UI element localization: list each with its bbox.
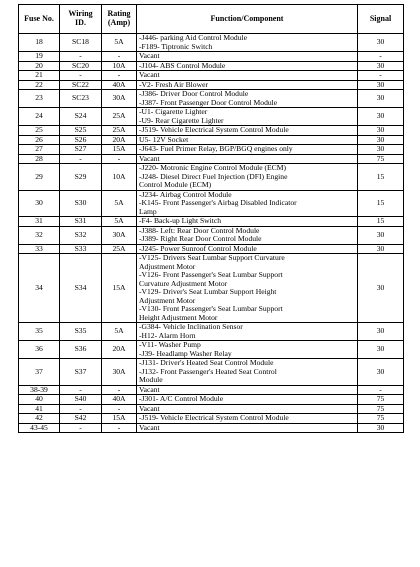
function-line: -J446- parking Aid Control Module <box>139 34 247 42</box>
table-row <box>19 341 404 359</box>
wiring-id-cell: - <box>60 385 102 395</box>
rating-cell: 20A <box>102 135 137 145</box>
function-line: Module <box>139 376 163 384</box>
function-line: Vacant <box>139 385 160 394</box>
rating-cell: 30A <box>102 90 137 108</box>
header-fuse-no: Fuse No. <box>19 5 60 34</box>
signal-cell: 75 <box>358 404 404 414</box>
table-row <box>19 414 404 424</box>
function-line: -J248- Diesel Direct Fuel Injection (DFI) Engine <box>139 172 288 181</box>
function-cell <box>137 244 358 254</box>
signal-cell: 30 <box>358 254 404 323</box>
function-line: Adjustment Motor <box>139 262 196 271</box>
signal-cell: 30 <box>358 135 404 145</box>
table-row <box>19 90 404 108</box>
table-row <box>19 217 404 227</box>
rating-cell: 5A <box>102 217 137 227</box>
fuse-number-cell: 32 <box>19 226 60 244</box>
wiring-id-cell: S37 <box>60 359 102 386</box>
wiring-id-cell: S27 <box>60 145 102 155</box>
function-line: Vacant <box>139 154 160 163</box>
function-line: Vacant <box>139 404 160 413</box>
wiring-id-cell: SC20 <box>60 61 102 71</box>
function-cell <box>137 404 358 414</box>
function-line: -H12- Alarm Horn <box>139 331 196 340</box>
wiring-id-cell: - <box>60 423 102 433</box>
table-row <box>19 226 404 244</box>
function-cell <box>137 190 358 217</box>
wiring-id-cell: S35 <box>60 323 102 341</box>
function-line: -J519- Vehicle Electrical System Control Module <box>139 126 289 134</box>
rating-cell: 40A <box>102 80 137 90</box>
rating-cell: 5A <box>102 190 137 217</box>
fuse-number-cell: 22 <box>19 80 60 90</box>
rating-cell: 5A <box>102 34 137 52</box>
fuse-number-cell: 34 <box>19 254 60 323</box>
rating-cell: 15A <box>102 145 137 155</box>
signal-cell: 30 <box>358 244 404 254</box>
fuse-number-cell: 30 <box>19 190 60 217</box>
wiring-id-cell: S29 <box>60 164 102 191</box>
function-line: -J39- Headlamp Washer Relay <box>139 349 232 358</box>
table-row <box>19 423 404 433</box>
fuse-number-cell: 26 <box>19 135 60 145</box>
wiring-id-cell: S42 <box>60 414 102 424</box>
function-cell <box>137 71 358 81</box>
function-cell <box>137 90 358 108</box>
function-line: -U1- Cigarette Lighter <box>139 108 208 116</box>
rating-cell: 25A <box>102 244 137 254</box>
header-signal: Signal <box>358 5 404 34</box>
fuse-number-cell: 27 <box>19 145 60 155</box>
table-row <box>19 323 404 341</box>
fuse-table <box>18 4 404 433</box>
function-cell <box>137 164 358 191</box>
wiring-id-cell: SC18 <box>60 34 102 52</box>
rating-cell: 25A <box>102 108 137 126</box>
fuse-number-cell: 43-45 <box>19 423 60 433</box>
table-row <box>19 359 404 386</box>
header-wiring-id: Wiring ID. <box>60 5 102 34</box>
function-line: Adjustment Motor <box>139 296 196 305</box>
table-row <box>19 395 404 405</box>
function-line: -U9- Rear Cigarette Lighter <box>139 116 224 125</box>
function-line: -V11- Washer Pump <box>139 341 201 349</box>
wiring-id-cell: S31 <box>60 217 102 227</box>
function-line: -V2- Fresh Air Blower <box>139 80 208 89</box>
function-cell <box>137 254 358 323</box>
function-line: Vacant <box>139 423 160 432</box>
function-line: Control Module (ECM) <box>139 181 212 189</box>
table-row <box>19 164 404 191</box>
rating-cell: 5A <box>102 323 137 341</box>
rating-cell: - <box>102 423 137 433</box>
header-rating: Rating (Amp) <box>102 5 137 34</box>
table-row <box>19 34 404 52</box>
function-cell <box>137 80 358 90</box>
rating-cell: 20A <box>102 341 137 359</box>
wiring-id-cell: S33 <box>60 244 102 254</box>
function-line: -V130- Front Passenger's Seat Lumbar Support <box>139 305 283 313</box>
table-row <box>19 52 404 62</box>
signal-cell: 30 <box>358 341 404 359</box>
function-line: -J388- Left: Rear Door Control Module <box>139 226 260 235</box>
function-cell <box>137 414 358 424</box>
function-line: -V125- Drivers Seat Lumbar Support Curvature <box>139 254 285 262</box>
table-row <box>19 61 404 71</box>
fuse-number-cell: 42 <box>19 414 60 424</box>
function-cell <box>137 145 358 155</box>
function-line: Vacant <box>139 71 160 79</box>
signal-cell: 30 <box>358 359 404 386</box>
fuse-number-cell: 29 <box>19 164 60 191</box>
fuse-number-cell: 24 <box>19 108 60 126</box>
rating-cell: - <box>102 385 137 395</box>
function-cell <box>137 154 358 164</box>
function-line: -J519- Vehicle Electrical System Control Module <box>139 414 289 422</box>
fuse-number-cell: 36 <box>19 341 60 359</box>
signal-cell: 30 <box>358 90 404 108</box>
fuse-number-cell: 35 <box>19 323 60 341</box>
rating-cell: 40A <box>102 395 137 405</box>
function-line: -F4- Back-up Light Switch <box>139 217 222 225</box>
table-row <box>19 126 404 136</box>
function-line: -J104- ABS Control Module <box>139 61 226 70</box>
signal-cell: 30 <box>358 145 404 155</box>
fuse-number-cell: 41 <box>19 404 60 414</box>
function-line: Curvature Adjustment Motor <box>139 279 228 288</box>
function-line: -J386- Driver Door Control Module <box>139 90 249 98</box>
rating-cell: - <box>102 154 137 164</box>
function-line: -J132- Front Passenger's Heated Seat Control <box>139 367 277 376</box>
fuse-number-cell: 37 <box>19 359 60 386</box>
signal-cell: - <box>358 385 404 395</box>
wiring-id-cell: S40 <box>60 395 102 405</box>
signal-cell: 75 <box>358 395 404 405</box>
wiring-id-cell: - <box>60 52 102 62</box>
function-line: -F189- Tiptronic Switch <box>139 42 213 51</box>
table-row <box>19 244 404 254</box>
wiring-id-cell: S26 <box>60 135 102 145</box>
wiring-id-cell: - <box>60 404 102 414</box>
function-line: -J234- Airbag Control Module <box>139 190 232 199</box>
fuse-number-cell: 23 <box>19 90 60 108</box>
fuse-number-cell: 28 <box>19 154 60 164</box>
rating-cell: 30A <box>102 226 137 244</box>
signal-cell: 15 <box>358 217 404 227</box>
fuse-number-cell: 20 <box>19 61 60 71</box>
signal-cell: 30 <box>358 80 404 90</box>
rating-cell: - <box>102 52 137 62</box>
function-line: -J387- Front Passenger Door Control Module <box>139 98 278 107</box>
fuse-number-cell: 21 <box>19 71 60 81</box>
rating-cell: 15A <box>102 414 137 424</box>
wiring-id-cell: SC23 <box>60 90 102 108</box>
wiring-id-cell: S32 <box>60 226 102 244</box>
function-line: -J301- A/C Control Module <box>139 395 224 403</box>
wiring-id-cell: S30 <box>60 190 102 217</box>
function-line: -J245- Power Sunroof Control Module <box>139 244 257 253</box>
fuse-number-cell: 18 <box>19 34 60 52</box>
wiring-id-cell: SC22 <box>60 80 102 90</box>
table-row <box>19 190 404 217</box>
header-function: Function/Component <box>137 5 358 34</box>
rating-cell: 10A <box>102 61 137 71</box>
fuse-number-cell: 25 <box>19 126 60 136</box>
table-row <box>19 71 404 81</box>
function-line: -J389- Right Rear Door Control Module <box>139 235 262 243</box>
signal-cell: - <box>358 71 404 81</box>
fuse-number-cell: 31 <box>19 217 60 227</box>
signal-cell: 30 <box>358 108 404 126</box>
table-row <box>19 145 404 155</box>
rating-cell: - <box>102 71 137 81</box>
header-row <box>19 5 404 34</box>
function-cell <box>137 217 358 227</box>
function-cell <box>137 108 358 126</box>
table-row <box>19 154 404 164</box>
wiring-id-cell: S24 <box>60 108 102 126</box>
function-cell <box>137 423 358 433</box>
function-cell <box>137 359 358 386</box>
signal-cell: 30 <box>358 61 404 71</box>
function-cell <box>137 126 358 136</box>
function-cell <box>137 135 358 145</box>
rating-cell: 25A <box>102 126 137 136</box>
rating-cell: 15A <box>102 254 137 323</box>
function-line: Lamp <box>139 207 157 216</box>
function-line: -J220- Motronic Engine Control Module (ECM) <box>139 164 287 172</box>
fuse-number-cell: 40 <box>19 395 60 405</box>
fuse-number-cell: 33 <box>19 244 60 254</box>
signal-cell: 75 <box>358 154 404 164</box>
function-line: -V129- Driver's Seat Lumbar Support Height <box>139 288 277 296</box>
signal-cell: 30 <box>358 34 404 52</box>
function-cell <box>137 61 358 71</box>
wiring-id-cell: S25 <box>60 126 102 136</box>
signal-cell: 15 <box>358 190 404 217</box>
wiring-id-cell: S34 <box>60 254 102 323</box>
function-line: -J131- Driver's Heated Seat Control Module <box>139 359 274 367</box>
function-line: -G384- Vehicle Inclination Sensor <box>139 323 243 331</box>
table-row <box>19 108 404 126</box>
wiring-id-cell: - <box>60 71 102 81</box>
table-row <box>19 80 404 90</box>
function-cell <box>137 226 358 244</box>
signal-cell: 15 <box>358 164 404 191</box>
function-cell <box>137 341 358 359</box>
signal-cell: 30 <box>358 323 404 341</box>
signal-cell: 30 <box>358 226 404 244</box>
signal-cell: - <box>358 52 404 62</box>
function-cell <box>137 34 358 52</box>
function-line: Vacant <box>139 52 160 60</box>
function-line: -K145- Front Passenger's Airbag Disabled Indicator <box>139 199 297 207</box>
function-line: U5- 12V Socket <box>139 135 189 144</box>
function-cell <box>137 385 358 395</box>
function-cell <box>137 52 358 62</box>
function-line: Height Adjustment Motor <box>139 313 218 322</box>
signal-cell: 75 <box>358 414 404 424</box>
rating-cell: 10A <box>102 164 137 191</box>
function-line: -V126- Front Passenger's Seat Lumbar Support <box>139 271 283 279</box>
function-cell <box>137 323 358 341</box>
fuse-number-cell: 19 <box>19 52 60 62</box>
fuse-number-cell: 38-39 <box>19 385 60 395</box>
rating-cell: - <box>102 404 137 414</box>
signal-cell: 30 <box>358 126 404 136</box>
fuse-table-body <box>19 34 404 433</box>
signal-cell: 30 <box>358 423 404 433</box>
function-cell <box>137 395 358 405</box>
rating-cell: 30A <box>102 359 137 386</box>
wiring-id-cell: S36 <box>60 341 102 359</box>
wiring-id-cell: - <box>60 154 102 164</box>
table-row <box>19 254 404 323</box>
function-line: -J643- Fuel Primer Relay, BGP/BGQ engines only <box>139 145 293 153</box>
